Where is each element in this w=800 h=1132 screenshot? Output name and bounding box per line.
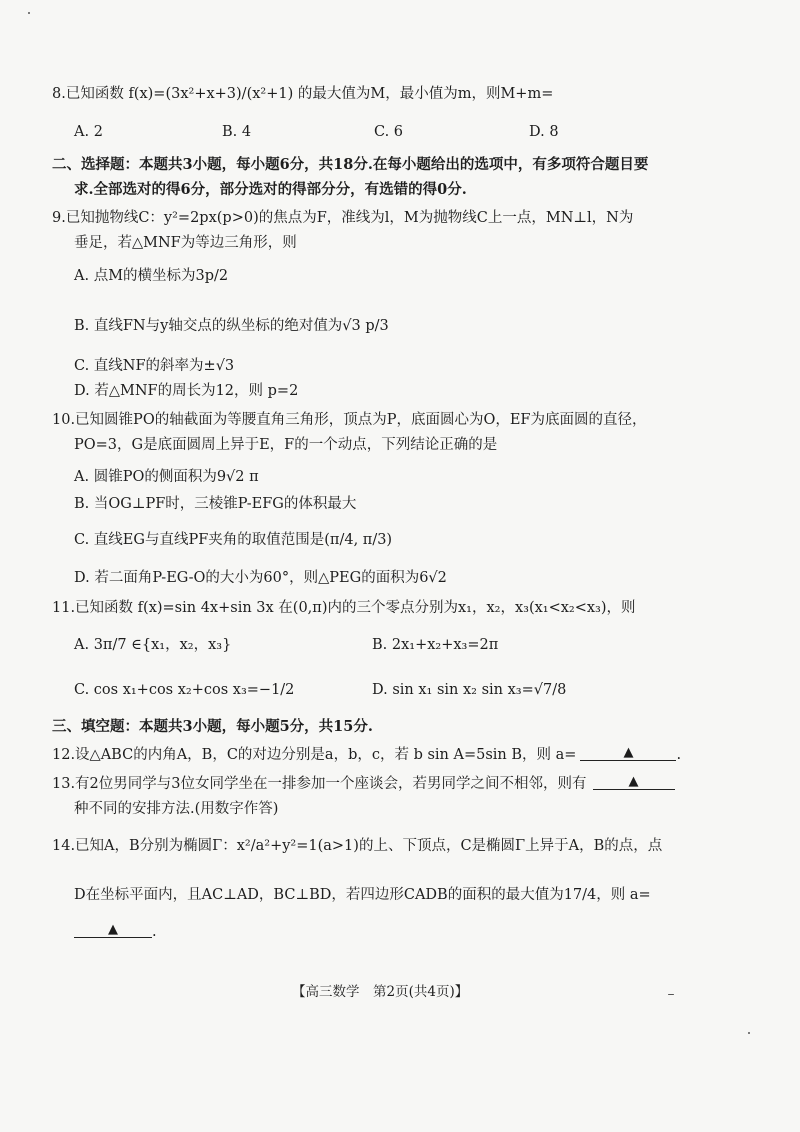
q8-option-a: A. 2	[74, 124, 103, 140]
q13-text: 13.有2位男同学与3位女同学坐在一排参加一个座谈会，若男同学之间不相邻，则有	[52, 776, 587, 792]
q10-stem: 10.已知圆锥PO的轴截面为等腰直角三角形，顶点为P，底面圆心为O，EF为底面圆的直径，	[52, 412, 647, 428]
scan-speck	[748, 1032, 750, 1034]
q11-option-c: C. cos x₁+cos x₂+cos x₃=−1/2	[74, 682, 295, 698]
q14-stem: 14.已知A，B分别为椭圆Γ：x²/a²+y²=1(a>1)的上、下顶点，C是椭圆Γ上异于A，B的点，点	[52, 838, 663, 854]
q10-stem-cont: PO=3，G是底面圆周上异于E，F的一个动点，下列结论正确的是	[74, 437, 498, 453]
q11-option-a: A. 3π/7 ∈{x₁，x₂，x₃}	[74, 637, 232, 653]
q13-answer-blank[interactable]	[593, 774, 675, 790]
q12-answer-blank[interactable]	[580, 745, 676, 761]
q11-option-d: D. sin x₁ sin x₂ sin x₃=√7/8	[372, 682, 567, 698]
q8-stem: 8.已知函数 f(x)=(3x²+x+3)/(x²+1) 的最大值为M，最小值为m，则M+m=	[52, 86, 554, 102]
scan-speck	[668, 994, 674, 995]
q8-option-c: C. 6	[374, 124, 404, 140]
q11-stem: 11.已知函数 f(x)=sin 4x+sin 3x 在(0,π)内的三个零点分别为x₁，x₂，x₃(x₁<x₂<x₃)，则	[52, 600, 636, 616]
q10-option-d: D. 若二面角P-EG-O的大小为60°，则△PEG的面积为6√2	[74, 570, 447, 586]
q8-option-b: B. 4	[222, 124, 252, 140]
q11-option-b: B. 2x₁+x₂+x₃=2π	[372, 637, 499, 653]
q9-option-d: D. 若△MNF的周长为12，则 p=2	[74, 383, 299, 399]
q9-option-c: C. 直线NF的斜率为±√3	[74, 358, 235, 374]
q12-end: .	[676, 747, 682, 763]
scan-speck	[28, 12, 30, 14]
answer-marker-icon: ▲	[623, 745, 634, 760]
q13-stem	[52, 774, 675, 794]
q9-stem-cont: 垂足，若△MNF为等边三角形，则	[74, 235, 297, 251]
answer-marker-icon: ▲	[108, 922, 118, 937]
q10-option-c: C. 直线EG与直线PF夹角的取值范围是(π/4, π/3)	[74, 532, 393, 548]
q14-answer-blank[interactable]	[74, 922, 152, 938]
q14-answer-line	[74, 922, 157, 942]
q8-option-d: D. 8	[529, 124, 559, 140]
q13-stem-cont: 种不同的安排方法.(用数字作答)	[74, 801, 279, 817]
section-2-heading-cont: 求.全部选对的得6分，部分选对的得部分分，有选错的得0分.	[74, 181, 467, 198]
q9-stem: 9.已知抛物线C：y²=2px(p>0)的焦点为F，准线为l，M为抛物线C上一点，MN⊥l，N为	[52, 210, 634, 226]
q14-end: .	[152, 924, 157, 940]
q12-text: 12.设△ABC的内角A，B，C的对边分别是a，b，c，若 b sin A=5sin B，则 a=	[52, 747, 577, 763]
q9-option-b: B. 直线FN与y轴交点的纵坐标的绝对值为√3 p/3	[74, 318, 389, 334]
answer-marker-icon: ▲	[628, 774, 639, 789]
q10-option-b: B. 当OG⊥PF时，三棱锥P-EFG的体积最大	[74, 496, 357, 512]
q12-stem	[52, 745, 681, 765]
section-2-heading: 二、选择题：本题共3小题，每小题6分，共18分.在每小题给出的选项中，有多项符合题目要	[52, 156, 649, 173]
section-3-heading: 三、填空题：本题共3小题，每小题5分，共15分.	[52, 718, 373, 735]
q9-option-a: A. 点M的横坐标为3p/2	[74, 268, 229, 284]
page-footer: 【高三数学 第2页(共4页)】	[292, 984, 469, 1000]
q10-option-a: A. 圆锥PO的侧面积为9√2 π	[74, 469, 259, 485]
q14-stem-cont: D在坐标平面内，且AC⊥AD，BC⊥BD，若四边形CADB的面积的最大值为17/4，则 a=	[74, 887, 651, 903]
